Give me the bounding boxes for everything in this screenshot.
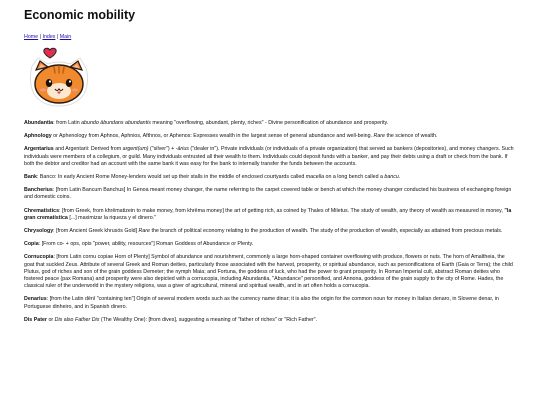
entry-text: : [from Ancient Greek khrusós Gold]	[53, 228, 139, 235]
entry-text: : Banco: In early Ancient Rome Money-lenders would set up their stalls in the middle of enclosed courtyards called	[36, 174, 306, 181]
entry-term: Argentarius	[24, 146, 54, 153]
entry-text: also	[62, 316, 75, 323]
entry-text: : [from Greek, from khrēmatizein to make money, from khrēma money] the art of getting rich, as coined by Thales of Miletus. The study of wealth, any theory of wealth as measured in money,	[59, 207, 505, 214]
entry-text: "la gran crematística	[24, 207, 512, 221]
entry-text: : from Latin	[53, 120, 82, 126]
nav-links	[24, 34, 516, 40]
nav-separator: |	[38, 34, 43, 40]
nav-separator: |	[55, 34, 60, 40]
entry-text: Dis	[54, 316, 63, 323]
entry-text: ("dealer in"). Private individuals (or individuals of a private organization) that served as bankers (depositories), and money changers. Such individuals were members of a collegium, or guild. Many individuals entrusted all their wealth to them. Individuals could deposit funds with a banker, and pay their debts using a draft or check from the bank. If both the debtor and creditor had an account with the same bank it was easy for the bank to internally transfer the funds between the accounts.	[24, 146, 514, 167]
entry-text: ("silver") + -	[148, 146, 178, 153]
glossary-entry	[24, 254, 516, 290]
entry-text: macella	[305, 174, 325, 181]
glossary-entry	[24, 187, 516, 201]
entry-term: Chrysology	[24, 228, 54, 235]
entry-text: argent(um)	[122, 146, 149, 153]
glossary-entry	[24, 146, 516, 168]
nav-link-main[interactable]: Main	[59, 34, 72, 40]
entry-term: Chrematistics	[24, 207, 60, 214]
glossary-entry	[24, 133, 516, 140]
page-title: Economic mobility	[24, 8, 136, 22]
nav-link-index[interactable]: Index	[42, 34, 56, 40]
entry-text: Rare	[138, 228, 150, 235]
entry-text: : [from the Latin dēnī "containing ten"] Origin of several modern words such as the currency name dinar; it is also the origin for the common noun for money in Italian denaro, in Slovene denar, in Portuguese dinheiro, and in Spanish dinero.	[24, 296, 499, 310]
cat-sticker-image	[26, 46, 92, 110]
glossary-entry	[24, 208, 516, 222]
glossary-entry	[24, 296, 516, 310]
entry-text: on a long bench called a	[324, 174, 385, 181]
entry-text: bancu	[384, 174, 399, 181]
entry-text: the branch of political economy relating to the production of wealth. The study of the production of wealth, especially as attained from precious metals.	[150, 228, 503, 235]
cat-face-icon	[26, 46, 92, 110]
entry-text: the science of wealth.	[385, 133, 438, 140]
entry-text: and Argentarii: Derived from	[53, 146, 123, 153]
glossary-entries	[24, 120, 516, 324]
entry-term: Dis Pater	[24, 316, 47, 323]
entry-text: ārius	[177, 146, 189, 153]
entry-text: meaning "overflowing, abundant, plenty, riches" - Divine personification of abundance and prosperity.	[150, 120, 389, 126]
entry-text: abundo ābundans abundantis	[81, 120, 151, 126]
entry-text: or	[46, 316, 55, 323]
entry-term: Denarius	[24, 296, 47, 303]
entry-term: Bancherius	[24, 187, 53, 194]
nav-link-home[interactable]: Home	[24, 34, 39, 40]
glossary-entry	[24, 317, 516, 324]
entry-text: .	[398, 174, 401, 181]
entry-text: [...] maximizar la riqueza y el dinero."	[67, 214, 157, 221]
entry-text: : [From co- + ops, opis "power, ability, resources"] Roman Goddess of Abundance or Plenty.	[38, 241, 254, 248]
glossary-entry	[24, 120, 516, 127]
entry-term: Abundantia	[24, 120, 54, 126]
glossary-entry	[24, 228, 516, 235]
entry-term: Cornucopia	[24, 254, 54, 261]
glossary-entry	[24, 241, 516, 248]
entry-term: Aphnology	[24, 133, 52, 140]
entry-text: Father Dis	[74, 316, 100, 323]
entry-text: : [from Latin Bancum Banchus] In Genoa meant money changer, the name referring to the carpet covered table or bench at which the money changer conducted his business of exchanging foreign and domestic coins.	[24, 187, 512, 201]
entry-term: Copia	[24, 241, 39, 248]
entry-text: : [from Latin cornu copiae Horn of Plenty] Symbol of abundance and nourishment, commonly a large horn-shaped container overflowing with produce, flowers or nuts. The horn of Amaltheia, the goat that suckled Zeus. Attribute of several Greek and Roman deities, particularly those associated with the harvest, prosperity, or spiritual abundance, such as personifications of Earth (Gaia or Terra); the child Plutus, god of riches and son of the grain goddess Demeter; the nymph Maia; and Fortuna, the goddess of luck, who had the power to grant prosperity. In Roman Imperial cult, abstract Roman deities who fostered peace (pax Romana) and prosperity were also depicted with a cornucopia, including Abundantia, "Abundance" personified, and Annona, goddess of the grain supply to the city of Rome. Hades, the classical ruler of the underworld in the mystery religions, was a giver of agricultural, mineral and spiritual wealth, and in art often holds a cornucopia.	[24, 254, 513, 290]
entry-text: (The Wealthy One): [from dives], suggesting a meaning of "father of riches" or "Rich Father".	[99, 316, 318, 323]
entry-text: or Aphenology from Aphnos, Aphnios, Afthnos, or Aphenos: Expresses wealth in the largest sense of general abundance and well-being.	[51, 133, 374, 140]
glossary-entry	[24, 174, 516, 181]
entry-text: Rare	[373, 133, 385, 140]
entry-term: Bank	[24, 174, 37, 181]
